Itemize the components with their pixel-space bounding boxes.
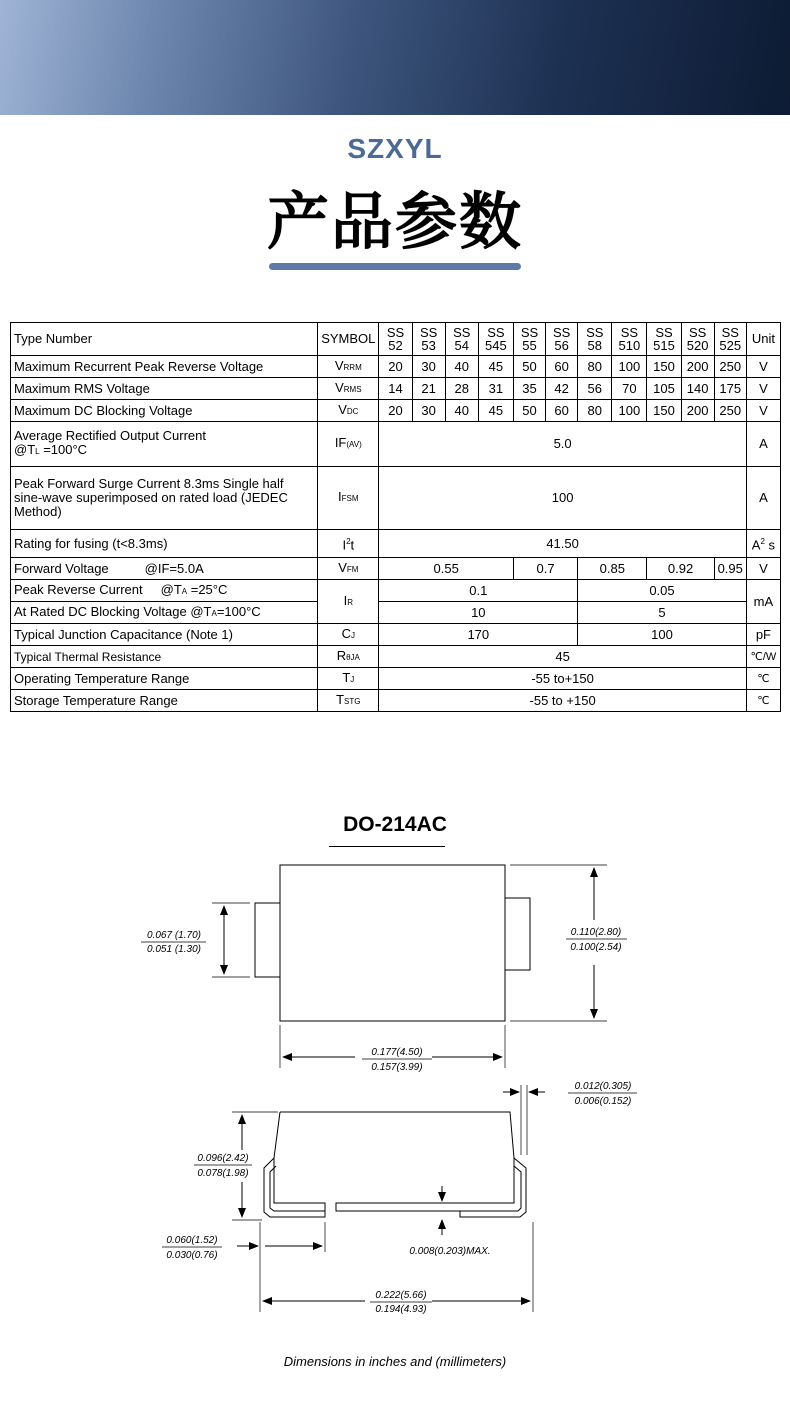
model-cell: SS 53 <box>412 323 445 356</box>
dim-tab-h-min: 0.051 (1.30) <box>147 944 201 955</box>
row-tstg: Storage Temperature Range TSTG -55 to +150 ℃ <box>11 690 781 712</box>
dim-lead-l-max: 0.060(1.52) <box>166 1235 218 1246</box>
left-lead <box>264 1158 325 1217</box>
model-cell: SS 54 <box>445 323 478 356</box>
row-cj: Typical Junction Capacitance (Note 1) CJ 170 100 pF <box>11 624 781 646</box>
dim-total-w-min: 0.194(4.93) <box>375 1304 427 1315</box>
row-vfm: Forward Voltage @IF=5.0A VFM 0.55 0.7 0.85 0.92 0.95 V <box>11 558 781 580</box>
dim-height-min: 0.078(1.98) <box>197 1168 249 1179</box>
body-profile-left <box>274 1112 325 1211</box>
package-title: DO-214AC <box>343 813 447 836</box>
right-lead <box>460 1158 526 1217</box>
dimensions-note: Dimensions in inches and (millimeters) <box>283 1354 507 1369</box>
title-underline <box>269 263 521 270</box>
model-cell: SS 52 <box>379 323 412 356</box>
model-cell: SS 545 <box>478 323 513 356</box>
body-outline <box>280 865 505 1021</box>
model-cell: SS 55 <box>513 323 545 356</box>
side-view <box>232 1085 545 1312</box>
brand-name: SZXYL <box>347 133 443 164</box>
row-tj: Operating Temperature Range TJ -55 to+150 ℃ <box>11 668 781 690</box>
top-view <box>212 865 607 1068</box>
dim-body-w-min: 0.157(3.99) <box>371 1062 423 1073</box>
page-title: 产品参数 <box>266 185 523 258</box>
dim-body-w-max: 0.177(4.50) <box>371 1047 423 1058</box>
model-cell: SS 58 <box>578 323 612 356</box>
row-ir-100: At Rated DC Blocking Voltage @TA=100°C 10 5 <box>11 602 781 624</box>
model-cell: SS 515 <box>647 323 681 356</box>
row-rth: Typical Thermal Resistance RθJA 45 ℃/W <box>11 646 781 668</box>
model-cell: SS 520 <box>681 323 714 356</box>
body-profile <box>280 1112 514 1211</box>
dim-lead-t-min: 0.006(0.152) <box>574 1096 632 1107</box>
type-number-header: Type Number <box>11 323 318 356</box>
row-ir-25: Peak Reverse Current @TA =25°C IR 0.1 0.05 mA <box>11 580 781 602</box>
row-i2t: Rating for fusing (t<8.3ms) $I^2t$ 41.50 $A^2$ s <box>11 530 781 558</box>
row-vrrm: Maximum Recurrent Peak Reverse Voltage VRRM 20 30 40 45 50 60 80 100 150 200 250 V <box>11 356 781 378</box>
table-header-row <box>11 323 781 356</box>
symbol-header: SYMBOL <box>318 323 379 356</box>
dimension-labels <box>141 927 637 1315</box>
dim-total-w-max: 0.222(5.66) <box>375 1290 427 1301</box>
model-cell: SS 525 <box>714 323 746 356</box>
right-tab <box>505 898 530 970</box>
row-vrms: Maximum RMS Voltage VRMS 14 21 28 31 35 42 56 70 105 140 175 V <box>11 378 781 400</box>
row-ifav: Average Rectified Output Current @TL =100°C IF(AV) 5.0 A <box>11 422 781 467</box>
dim-tab-h-max: 0.067 (1.70) <box>147 930 201 941</box>
package-drawing <box>0 850 790 1350</box>
model-cell: SS 56 <box>546 323 578 356</box>
spec-table <box>10 322 781 712</box>
package-title-underline <box>329 846 445 847</box>
dim-height-max: 0.096(2.42) <box>197 1153 249 1164</box>
dim-standoff: 0.008(0.203)MAX. <box>409 1246 491 1257</box>
header-banner <box>0 0 790 115</box>
left-tab <box>255 903 280 977</box>
dim-body-h-max: 0.110(2.80) <box>570 927 622 938</box>
row-vdc: Maximum DC Blocking Voltage VDC 20 30 40 45 50 60 80 100 150 200 250 V <box>11 400 781 422</box>
dim-lead-t-max: 0.012(0.305) <box>574 1081 632 1092</box>
unit-header: Unit <box>746 323 780 356</box>
dim-body-h-min: 0.100(2.54) <box>570 942 622 953</box>
row-ifsm: Peak Forward Surge Current 8.3ms Single half sine-wave superimposed on rated load (JEDEC Method) IFSM 100 A <box>11 467 781 530</box>
model-cell: SS 510 <box>612 323 647 356</box>
dim-lead-l-min: 0.030(0.76) <box>166 1250 218 1261</box>
